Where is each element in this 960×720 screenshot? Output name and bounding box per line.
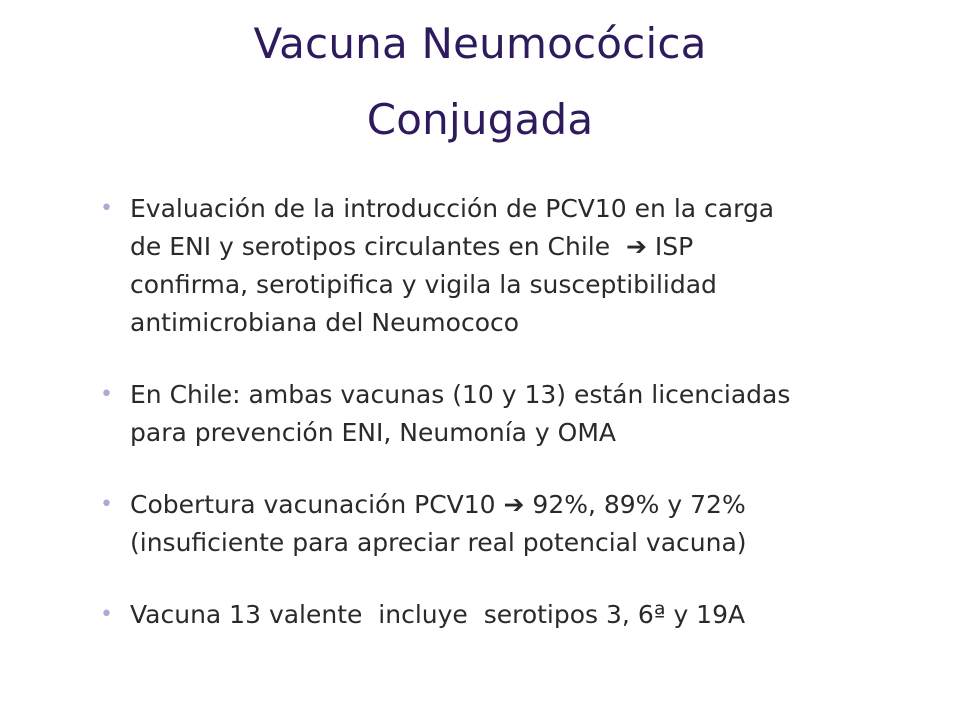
arrow-right-icon: ➔ [625, 232, 647, 261]
bullet-text [130, 486, 888, 562]
bullet-line: para prevención ENI, Neumonía y OMA [130, 418, 616, 447]
bullet-text [130, 376, 888, 452]
bullet-dot-icon: • [100, 492, 113, 517]
bullet-item-cobertura [98, 486, 888, 562]
bullet-dot-icon: • [100, 602, 113, 627]
slide-title-line-1: Vacuna Neumocócica [253, 19, 707, 68]
bullet-list [98, 190, 888, 668]
bullet-line: Vacuna 13 valente incluye serotipos 3, 6ª y 19A [130, 600, 746, 629]
bullet-item-evaluacion [98, 190, 888, 342]
arrow-right-icon: ➔ [503, 490, 525, 519]
bullet-item-licencia [98, 376, 888, 452]
bullet-line: Cobertura vacunación PCV10 ➔ 92%, 89% y 72% [130, 490, 746, 519]
bullet-line: Evaluación de la introducción de PCV10 en la carga [130, 194, 775, 223]
bullet-line: confirma, serotipifica y vigila la susceptibilidad [130, 270, 717, 299]
bullet-text [130, 596, 888, 634]
bullet-text [130, 190, 888, 342]
bullet-line: (insuficiente para apreciar real potencial vacuna) [130, 528, 747, 557]
bullet-line: de ENI y serotipos circulantes en Chile ➔ ISP [130, 232, 694, 261]
slide-title [90, 6, 870, 158]
bullet-dot-icon: • [100, 382, 113, 407]
slide-title-line-2: Conjugada [366, 95, 594, 144]
bullet-dot-icon: • [100, 196, 113, 221]
bullet-line: antimicrobiana del Neumococo [130, 308, 520, 337]
bullet-item-vacuna-13 [98, 596, 888, 634]
bullet-line: En Chile: ambas vacunas (10 y 13) están licenciadas [130, 380, 791, 409]
